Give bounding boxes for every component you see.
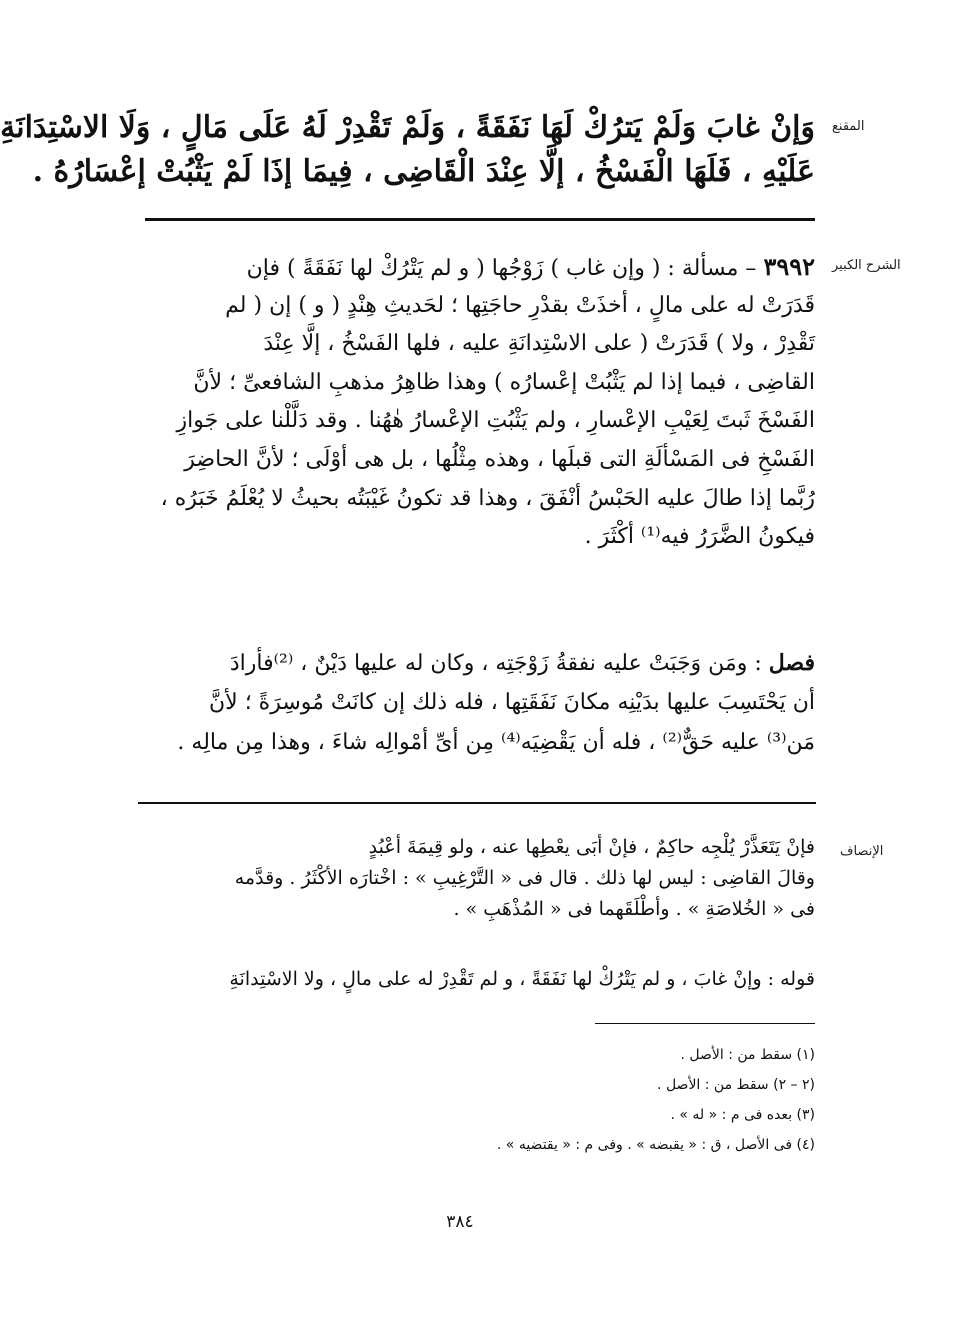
insaf-line: فى « الخُلاصَةِ » . وأطْلَقَهما فى « المُذْهَبِ » .: [453, 898, 815, 920]
footnote-divider: [595, 1023, 815, 1024]
label-sharh: الشرح الكبير: [832, 258, 901, 273]
sharh-line: رُبَّما إذا طالَ عليه الحَبْسُ أنْفَقَ ، وهذا قد تكونُ غَيْبَتُه بحيثُ لا يُعْلَمُ خَبَرُه ،: [160, 485, 815, 511]
sharh-divider: [138, 802, 816, 804]
fasl-line: مَن⁽³⁾ عليه حَقٌّ⁽²⁾ ، فله أن يَقْضِيَه⁽⁴⁾ مِن أىِّ أمْوالِه شاءَ ، وهذا مِن مالِه .: [177, 730, 815, 755]
sharh-line: الفَسْخِ فى المَسْألَةِ التى قبلَها ، وهذه مِثْلُها ، بل هى أوْلَى ؛ لأنَّ الحاضِرَ: [184, 446, 815, 472]
insaf-text: [140, 832, 815, 925]
fasl-first-line-text: : ومَن وَجَبَتْ عليه نفقةُ زَوْجَتِه ، وكان له عليها دَيْنٌ ، ⁽²⁾فأرادَ: [229, 651, 762, 676]
muqni-text: [0, 106, 815, 194]
sharh-line: تَقْدِرْ ، ولا ) قَدَرَتْ ( على الاسْتِدانَةِ عليه ، فلها الفَسْخُ ، إلَّا عِنْدَ: [263, 331, 815, 357]
sharh-line: الفَسْخَ ثَبتَ لِعَيْبِ الإعْسارِ ، ولم يَثْبُتِ الإعْسارُ هٰهُنا . وقد دَلَّلْنا على جَوازِ: [176, 408, 815, 434]
insaf-line: فإنْ يَتَعَذَّرْ يُلْجِه حاكِمٌ ، فإنْ أبَى يعْطِها عنه ، ولو قِيمَةَ أعْبُدٍ: [368, 836, 815, 858]
label-muqni: المقنع: [832, 119, 865, 134]
sharh-line: القاضِى ، فيما إذا لم يَثْبُتْ إعْسارُه ) وهذا ظاهِرُ مذهبِ الشافعىِّ ؛ لأنَّ: [193, 369, 815, 395]
page-number: ٣٨٤: [446, 1212, 474, 1232]
sharh-line: فيكونُ الضَّرَرُ فيه⁽¹⁾ أكْثَرَ .: [584, 524, 815, 550]
label-insaf: الإنصاف: [840, 844, 884, 859]
fasl-first-line: [140, 643, 815, 683]
footnote: (١) سقط من : الأصل .: [680, 1047, 815, 1063]
footnote: (٤) فى الأصل ، ق : « يقبضه » . وفى م : « يقتضيه » .: [496, 1137, 815, 1153]
sharh-first-line-text: – مسألة : ( وإن غاب ) زَوْجُها ( و لم يَتْرُكْ لها نَفَقَةً ) فإن: [246, 256, 757, 281]
sharh-first-line: [140, 248, 815, 287]
footnote: (٢ – ٢) سقط من : الأصل .: [657, 1077, 815, 1093]
fasl-text: [140, 643, 815, 763]
insaf-line: وقالَ القاضِى : ليس لها ذلك . قال فى « التَّرْغِيبِ » : اخْتارَه الأكْثَرُ . وقدَّمه: [234, 867, 815, 889]
sharh-line: قَدَرَتْ له على مالٍ ، أخذَتْ بقدْرِ حاجَتِها ؛ لحَديثِ هِنْدٍ ( و ) إن ( لم: [225, 292, 815, 318]
fasl-heading: فصل: [768, 650, 815, 676]
sharh-text: [140, 248, 815, 557]
fasl-line: أن يَحْتَسِبَ عليها بدَيْنِه مكانَ نَفَقَتِها ، فله ذلك إن كانَتْ مُوسِرَةً ؛ لأنَّ: [209, 690, 815, 715]
insaf-qawluhu-line: قوله : وإنْ غابَ ، و لم يَتْرُكْ لها نَفَقَةً ، و لم تَقْدِرْ له على مالٍ ، ولا الاسْتِدانَةِ: [229, 968, 815, 990]
insaf-qawluhu: [140, 964, 815, 995]
masala-number: ٣٩٩٢: [763, 252, 815, 281]
muqni-line: عَلَيْهِ ، فَلَهَا الْفَسْخُ ، إلَّا عِنْدَ الْقَاضِى ، فِيمَا إذَا لَمْ يَثْبُتْ إعْسَارُهُ .: [32, 154, 815, 189]
footnote: (٣) بعده فى م : « له » .: [670, 1107, 815, 1123]
footnotes: [300, 1040, 815, 1160]
muqni-divider: [145, 218, 815, 221]
muqni-line: وَإنْ غابَ وَلَمْ يَترُكْ لَهَا نَفَقَةً ، وَلَمْ تَقْدِرْ لَهُ عَلَى مَالٍ ، وَلَا الاسْتِدَانَةِ: [0, 110, 815, 145]
